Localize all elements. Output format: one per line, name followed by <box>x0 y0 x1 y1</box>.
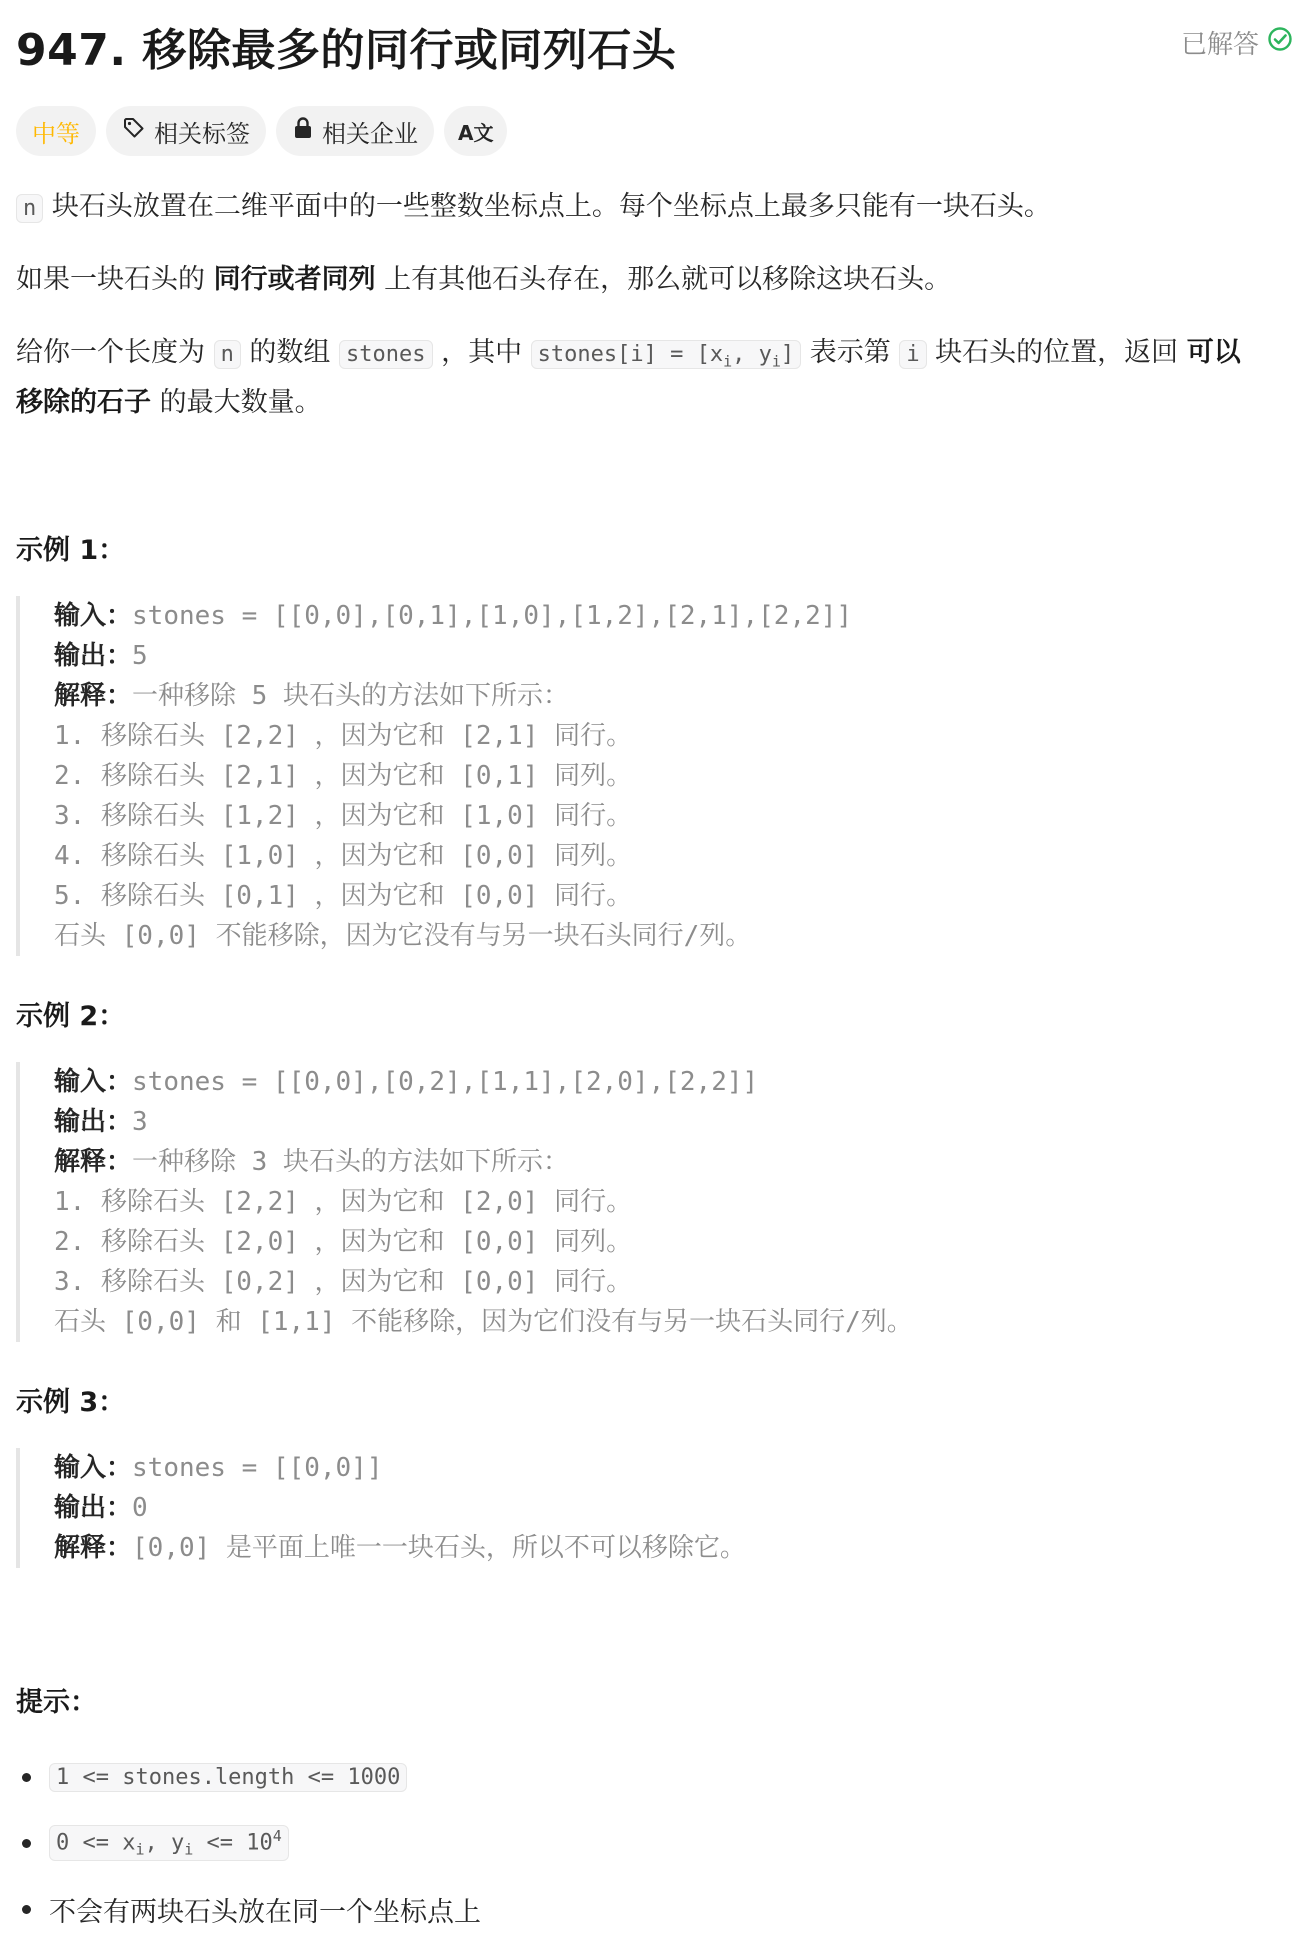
related-companies-label: 相关企业 <box>322 119 418 148</box>
tag-bar <box>16 106 507 156</box>
check-circle-icon <box>1267 26 1293 59</box>
constraint-code: $0 <= x_i$, $y_i <= 10^4$ <box>49 1825 289 1861</box>
example-1-title: 示例 1： <box>16 535 126 566</box>
explanation-line: 3. 移除石头 [0,2] ，因为它和 [0,0] 同行。 <box>54 1267 633 1297</box>
description-paragraph-1: n 块石头放置在二维平面中的一些整数坐标点上。每个坐标点上最多只能有一块石头。 <box>16 186 1296 230</box>
example-2-input: stones = [[0,0],[0,2],[1,1],[2,0],[2,2]] <box>132 1067 759 1097</box>
inline-code-i: i <box>899 340 926 369</box>
inline-code-stones-expression: stones[i] = [$x_i$, $y_i$] <box>531 340 802 369</box>
constraints-title: 提示： <box>16 1687 97 1718</box>
example-3-explanation: [0,0] 是平面上唯一一块石头，所以不可以移除它。 <box>132 1533 746 1563</box>
example-3-block: 输入：stones = [[0,0]] 输出：0 解释：[0,0] 是平面上唯一一块石头，所以不可以移除它。 <box>16 1448 1313 1568</box>
example-2-explanation: 一种移除 3 块石头的方法如下所示： <box>132 1147 569 1177</box>
solved-label: 已解答 <box>1180 30 1259 60</box>
constraint-text: 不会有两块石头放在同一个坐标点上 <box>49 1896 481 1928</box>
related-tags-button[interactable] <box>106 106 266 156</box>
example-1-block: 输入：stones = [[0,0],[0,1],[1,0],[1,2],[2,1],[2,2]] 输出：5 解释：一种移除 5 块石头的方法如下所示： 1. 移除石头 [2,2] ，因为它和 [2,1] 同行。 2. 移除石头 [2,1] ，因为它和 [0,1] 同列。 3. 移除石头 [1,2] ，因为它和 [1,0] 同行。 4. 移除石头 [1,0] ，因为它和 [0,0] 同列。 5. 移除石头 [0,1] ，因为它和 [0,0] 同行。 石头 [0,0] 不能移除，因为它没有与另一块石头同行/列。 <box>16 596 1313 956</box>
bullet-dot <box>22 1905 31 1914</box>
example-3-title: 示例 3： <box>16 1387 126 1418</box>
explanation-line: 1. 移除石头 [2,2] ，因为它和 [2,1] 同行。 <box>54 721 633 751</box>
explanation-line: 4. 移除石头 [1,0] ，因为它和 [0,0] 同列。 <box>54 841 633 871</box>
bullet-dot <box>22 1773 31 1782</box>
constraints-list <box>16 1744 481 1942</box>
constraint-code: 1 <= stones.length <= 1000 <box>49 1763 407 1792</box>
difficulty-badge[interactable]: 中等 <box>16 106 96 156</box>
tag-icon <box>122 116 146 146</box>
example-2-block: 输入：stones = [[0,0],[0,2],[1,1],[2,0],[2,2]] 输出：3 解释：一种移除 3 块石头的方法如下所示： 1. 移除石头 [2,2] ，因为它和 [2,0] 同行。 2. 移除石头 [2,0] ，因为它和 [0,0] 同列。 3. 移除石头 [0,2] ，因为它和 [0,0] 同行。 石头 [0,0] 和 [1,1] 不能移除，因为它们没有与另一块石头同行/列。 <box>16 1062 1313 1342</box>
explanation-line: 5. 移除石头 [0,1] ，因为它和 [0,0] 同行。 <box>54 881 633 911</box>
translate-icon: A文 <box>458 120 494 145</box>
list-item <box>16 1744 481 1810</box>
description-paragraph-2: 如果一块石头的 同行或者同列 上有其他石头存在，那么就可以移除这块石头。 <box>16 264 952 295</box>
example-2-title: 示例 2： <box>16 1001 126 1032</box>
related-companies-button[interactable] <box>276 106 434 156</box>
explanation-line: 1. 移除石头 [2,2] ，因为它和 [2,0] 同行。 <box>54 1187 633 1217</box>
bullet-dot <box>22 1839 31 1848</box>
explanation-line: 2. 移除石头 [2,0] ，因为它和 [0,0] 同列。 <box>54 1227 633 1257</box>
list-item <box>16 1876 481 1942</box>
translate-button[interactable] <box>444 106 507 156</box>
explanation-line: 石头 [0,0] 和 [1,1] 不能移除，因为它们没有与另一块石头同行/列。 <box>54 1307 913 1337</box>
description-paragraph-3: 给你一个长度为 n 的数组 stones ，其中 stones[i] = [$x_i$, $y_i$] 表示第 i 块石头的位置，返回 可以 移除的石子 的最大数量。 <box>16 337 1241 419</box>
example-1-input: stones = [[0,0],[0,1],[1,0],[1,2],[2,1],[2,2]] <box>132 601 853 631</box>
example-2-output: 3 <box>132 1107 148 1137</box>
solved-status <box>1181 24 1293 61</box>
bold-text: 同行或者同列 <box>213 264 376 295</box>
lock-icon <box>292 116 314 146</box>
explanation-line: 3. 移除石头 [1,2] ，因为它和 [1,0] 同行。 <box>54 801 633 831</box>
example-1-explanation: 一种移除 5 块石头的方法如下所示： <box>132 681 569 711</box>
list-item <box>16 1810 481 1876</box>
explanation-line: 石头 [0,0] 不能移除，因为它没有与另一块石头同行/列。 <box>54 921 752 951</box>
inline-code-stones: stones <box>339 340 432 369</box>
example-1-output: 5 <box>132 641 148 671</box>
inline-code-n: n <box>16 194 43 223</box>
example-3-input: stones = [[0,0]] <box>132 1453 383 1483</box>
related-tags-label: 相关标签 <box>154 119 250 148</box>
explanation-line: 2. 移除石头 [2,1] ，因为它和 [0,1] 同列。 <box>54 761 633 791</box>
inline-code-n: n <box>214 340 241 369</box>
example-3-output: 0 <box>132 1493 148 1523</box>
page-title: 947. 移除最多的同行或同列石头 <box>16 25 677 76</box>
